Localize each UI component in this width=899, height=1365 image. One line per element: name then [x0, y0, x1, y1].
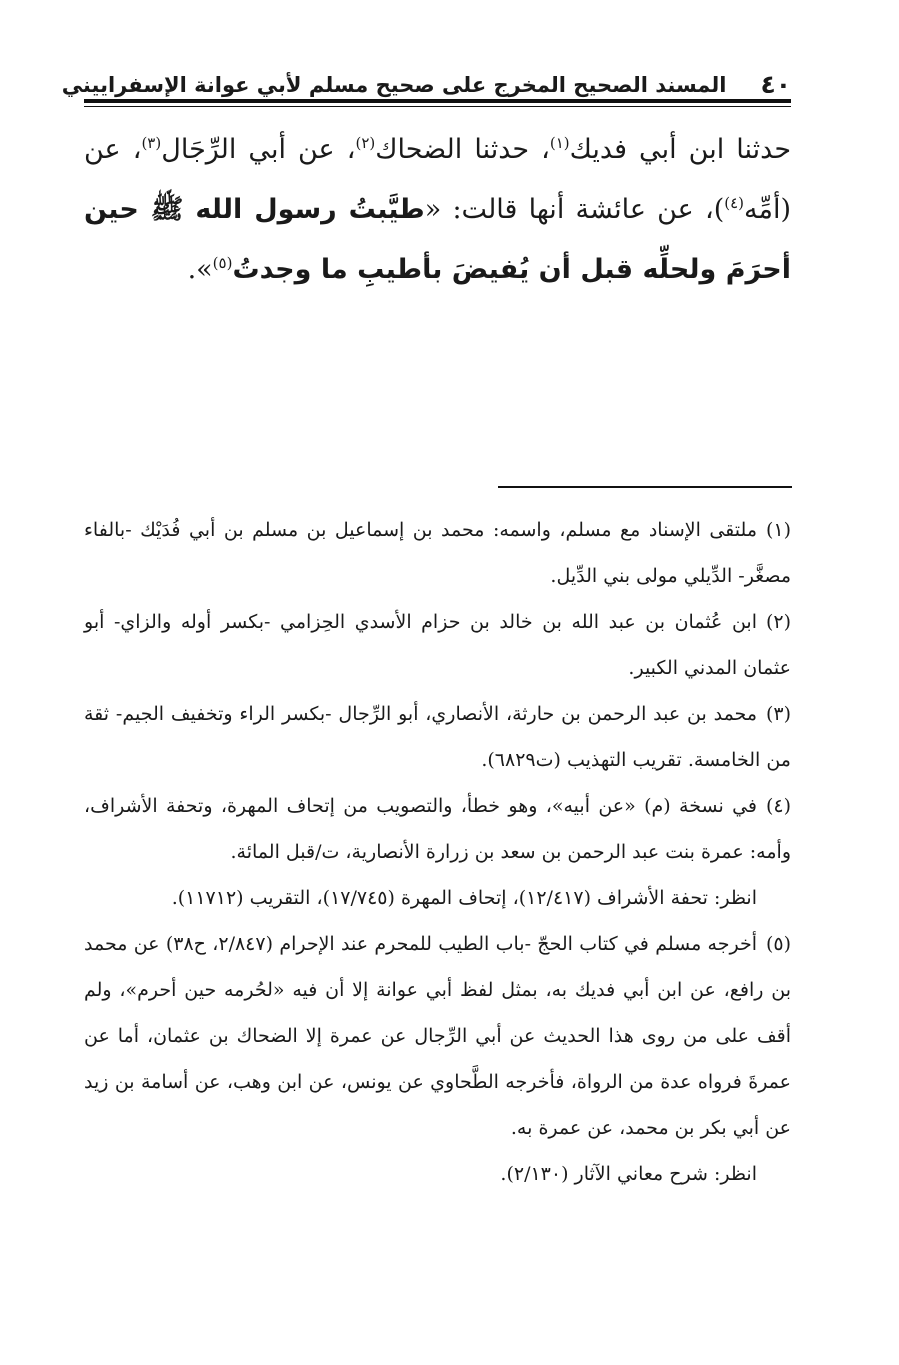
hadith-text: طيَّبتُ رسول الله ﷺ حين أحرَمَ ولحلِّه قبل أن يُفيضَ بأطيبِ ما وجدتُ: [84, 194, 791, 285]
running-title: المسند الصحيح المخرج على صحيح مسلم لأبي عوانة الإسفراييني: [61, 73, 727, 97]
main-text-part: ، عن (أمِّه: [84, 134, 791, 225]
main-text-part: ».: [187, 254, 213, 285]
main-text-part: حدثنا ابن أبي فديك: [569, 134, 792, 165]
header-rule-thick: [84, 99, 791, 103]
footnote-1: [84, 507, 791, 599]
footnote-5-reference: انظر: شرح معاني الآثار (٢/١٣٠).: [500, 1163, 757, 1185]
main-text-part: )، عن عائشة أنها قالت: «: [424, 194, 725, 225]
footnote-marker: (٥): [765, 933, 792, 955]
footnote-5: [84, 921, 791, 1151]
footnote-marker: (٣): [765, 703, 791, 725]
main-text: [84, 120, 791, 300]
footnote-ref-3: (٣): [141, 134, 162, 152]
footnote-ref-1: (١): [549, 134, 570, 152]
footnote-marker: (١): [765, 519, 791, 541]
footnote-marker: (٤): [765, 795, 791, 817]
footnote-text: أخرجه مسلم في كتاب الحجّ -باب الطيب للمحرم عند الإحرام (٢/٨٤٧، ح٣٨) عن محمد بن رافع، عن ابن أبي فديك به، بمثل لفظ أبي عوانة إلا أن فيه «لحُرمه حين أحرم»، ولم أقف على من روى هذا الحديث عن أبي الرِّجال عن عمرة إلا الضحاك بن عثمان، أما عن عمرةَ فرواه عدة من الرواة، فأخرجه الطَّحاوي عن يونس، عن ابن وهب، عن أسامة بن زيد عن أبي بكر بن محمد، عن عمرة به.: [84, 933, 791, 1139]
footnote-marker: (٢): [765, 611, 791, 633]
page-header: [61, 62, 791, 102]
footnote-2: [84, 599, 791, 691]
footnote-4: [84, 783, 791, 875]
footnote-4-reference: انظر: تحفة الأشراف (١٢/٤١٧)، إتحاف المهرة (١٧/٧٤٥)، التقريب (١١٧١٢).: [171, 887, 757, 909]
page-number: ٤٠: [760, 70, 791, 99]
footnote-3: [84, 691, 791, 783]
footnote-separator: [498, 486, 792, 488]
main-text-part: ، حدثنا الضحاك: [375, 134, 550, 165]
footnote-text: ملتقى الإسناد مع مسلم، واسمه: محمد بن إسماعيل بن مسلم بن أبي فُدَيْك -بالفاء مصغَّر- الدِّيلي مولى بني الدِّيل.: [84, 519, 791, 587]
footnote-text: في نسخة (م) «عن أبيه»، وهو خطأ، والتصويب من إتحاف المهرة، وتحفة الأشراف، وأمه: عمرة بنت عبد الرحمن بن سعد بن زرارة الأنصارية، ت/قبل المائة.: [84, 795, 791, 863]
footnote-text: ابن عُثمان بن عبد الله بن خالد بن حزام الأسدي الحِزامي -بكسر أوله والزاي- أبو عثمان المدني الكبير.: [84, 611, 791, 679]
footnote-ref-4: (٤): [724, 194, 745, 212]
footnotes: [84, 507, 791, 1197]
footnote-text: محمد بن عبد الرحمن بن حارثة، الأنصاري، أبو الرِّجال -بكسر الراء وتخفيف الجيم- ثقة من الخامسة. تقريب التهذيب (ت٦٨٢٩).: [84, 703, 791, 771]
header-rule-thin: [84, 106, 791, 107]
footnote-ref-5: (٥): [212, 254, 233, 272]
footnote-ref-2: (٢): [355, 134, 376, 152]
main-text-part: ، عن أبي الرِّجَال: [161, 134, 356, 165]
